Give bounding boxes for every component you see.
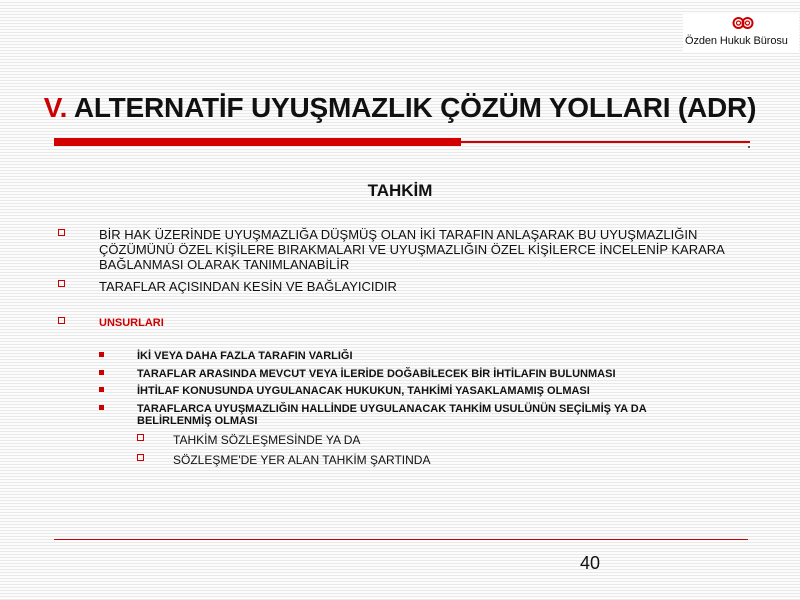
- filled-square-bullet-icon: [99, 405, 104, 410]
- filled-square-bullet-icon: [99, 387, 104, 392]
- list-item: TAHKİM SÖZLEŞMESİNDE YA DA: [173, 433, 361, 447]
- page-number: 40: [580, 553, 601, 573]
- list-item: SÖZLEŞME'DE YER ALAN TAHKİM ŞARTINDA: [173, 453, 431, 467]
- decorative-dot: [748, 146, 750, 148]
- hollow-square-bullet-icon: [58, 317, 65, 324]
- filled-square-bullet-icon: [99, 352, 104, 357]
- title-underline-bar: [54, 138, 461, 146]
- title-numeral: V.: [43, 92, 68, 123]
- list-item: TARAFLAR ARASINDA MEVCUT VEYA İLERİDE DOĞABİLECEK BİR İHTİLAFIN BULUNMASI: [137, 368, 616, 380]
- list-item: İHTİLAF KONUSUNDA UYGULANACAK HUKUKUN, TAHKİMİ YASAKLAMAMIŞ OLMASI: [137, 385, 590, 397]
- page-title: [0, 92, 800, 124]
- section-heading: TAHKİM: [367, 181, 433, 200]
- list-item: İKİ VEYA DAHA FAZLA TARAFIN VARLIĞI: [137, 350, 353, 362]
- list-item: TARAFLARCA UYUŞMAZLIĞIN HALLİNDE UYGULANACAK TAHKİM USULÜNÜN SEÇİLMİŞ YA DA BELİRLENMİŞ OLMASI: [137, 403, 647, 427]
- interlocking-rings-logo-icon: [731, 16, 755, 30]
- hollow-square-bullet-icon: [58, 229, 65, 236]
- hollow-square-bullet-icon: [137, 434, 144, 441]
- title-text: ALTERNATİF UYUŞMAZLIK ÇÖZÜM YOLLARI (ADR): [73, 92, 757, 123]
- hollow-square-bullet-icon: [137, 454, 144, 461]
- hollow-square-bullet-icon: [58, 280, 65, 287]
- logo: [683, 14, 799, 52]
- title-underline-line: [461, 141, 750, 143]
- logo-text: Özden Hukuk Bürosu: [685, 35, 788, 47]
- list-item: BİR HAK ÜZERİNDE UYUŞMAZLIĞA DÜŞMÜŞ OLAN İKİ TARAFIN ANLAŞARAK BU UYUŞMAZLIĞIN ÇÖZÜMÜNÜ ÖZEL KİŞİLERE BIRAKMALARI VE UYUŞMAZLIĞIN ÖZEL KİŞİLERCE İNCELENİP KARARA BAĞLANMASI OLARAK TANIMLANABİLİR: [99, 227, 725, 272]
- list-item: TARAFLAR AÇISINDAN KESİN VE BAĞLAYICIDIR: [99, 279, 397, 294]
- footer-divider: [54, 539, 748, 540]
- list-item-heading: UNSURLARI: [99, 317, 164, 329]
- filled-square-bullet-icon: [99, 370, 104, 375]
